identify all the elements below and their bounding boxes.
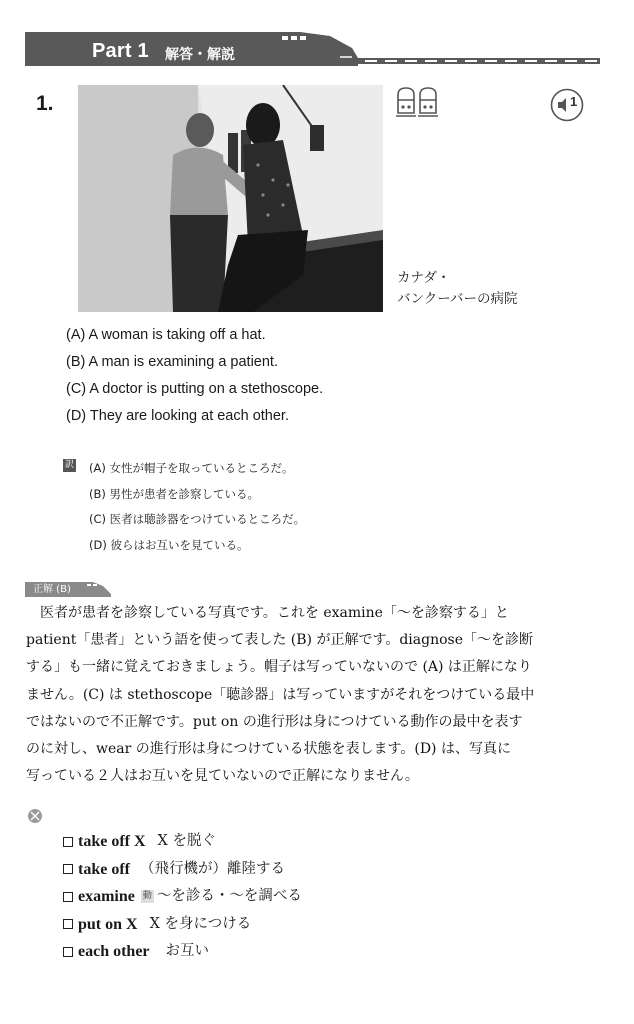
explanation-line: ません。(C) は stethoscope「聴診器」は写っていますがそれをつけている最中: [26, 686, 535, 703]
vocab-term: take off: [78, 860, 130, 878]
translation-badge: 訳: [64, 460, 74, 470]
vocab-item: [63, 911, 302, 939]
photo-caption: [397, 268, 518, 310]
vocab-item: [63, 938, 302, 966]
translation-list: [89, 456, 305, 558]
checkbox-icon: [63, 919, 73, 929]
vocab-meaning: X を身につける: [149, 915, 252, 932]
train-icon: [395, 85, 441, 119]
part-title: Part 1: [92, 40, 149, 62]
audio-track-number: 1: [570, 94, 578, 109]
option-d: (D) They are looking at each other.: [66, 408, 289, 424]
checkbox-icon: [63, 864, 73, 874]
translation-d: (D) 彼らはお互いを見ている。: [89, 537, 249, 552]
vocab-meaning: X を脱ぐ: [157, 833, 216, 849]
caption-line-1: カナダ・: [397, 270, 451, 286]
vocab-item: [63, 828, 302, 856]
vocab-term: put on X: [78, 915, 138, 933]
vocab-meaning: （飛行機が）離陸する: [139, 860, 285, 877]
explanation-line: ではないので不正解です。put on の進行形は身につけている動作の最中を表す: [26, 713, 523, 730]
vocab-term: take off X: [78, 833, 146, 850]
checkbox-icon: [63, 837, 73, 847]
section-title: 解答・解説: [165, 47, 235, 63]
option-b: (B) A man is examining a patient.: [66, 354, 278, 370]
checkbox-icon: [63, 947, 73, 957]
explanation-line: 医者が患者を診察している写真です。これを examine「～を診察する」と: [40, 605, 509, 621]
vocab-item: [63, 883, 302, 911]
vocab-list: [63, 828, 302, 966]
vocab-meaning: お互い: [165, 943, 210, 959]
translation-b: (B) 男性が患者を診察している。: [89, 486, 260, 501]
part-of-speech-badge: 動: [142, 891, 152, 902]
speaker-icon: [550, 88, 584, 122]
option-c: (C) A doctor is putting on a stethoscope.: [66, 381, 324, 397]
explanation-line: する」も一緒に覚えておきましょう。帽子は写っていないので (A) は正解になり: [26, 659, 532, 676]
audio-track-button[interactable]: [550, 88, 584, 122]
vocab-meaning: ～を診る・～を調べる: [156, 888, 302, 904]
checkbox-icon: [63, 892, 73, 902]
question-number: 1.: [36, 92, 54, 115]
explanation-line: 写っている２人はお互いを見ていないので正解になりません。: [26, 768, 419, 785]
caption-line-2: バンクーバーの病院: [397, 291, 518, 307]
option-a: (A) A woman is taking off a hat.: [66, 327, 266, 343]
vocab-item: [63, 856, 302, 884]
answer-label: 正解 (B): [33, 584, 71, 595]
explanation-line: patient「患者」という語を使って表した (B) が正解です。diagnose「～を診断: [26, 632, 533, 649]
translation-a: (A) 女性が帽子を取っているところだ。: [89, 461, 294, 475]
vocab-term: examine: [78, 888, 135, 905]
explanation: [26, 600, 610, 790]
answer-options: [66, 322, 323, 430]
vocab-marker-icon: [27, 808, 43, 824]
question-photo: [78, 85, 383, 312]
translation-c: (C) 医者は聴診器をつけているところだ。: [89, 512, 306, 526]
explanation-line: のに対し、wear の進行形は身につけている状態を表します。(D) は、写真に: [26, 741, 511, 758]
vocab-term: each other: [78, 943, 150, 960]
